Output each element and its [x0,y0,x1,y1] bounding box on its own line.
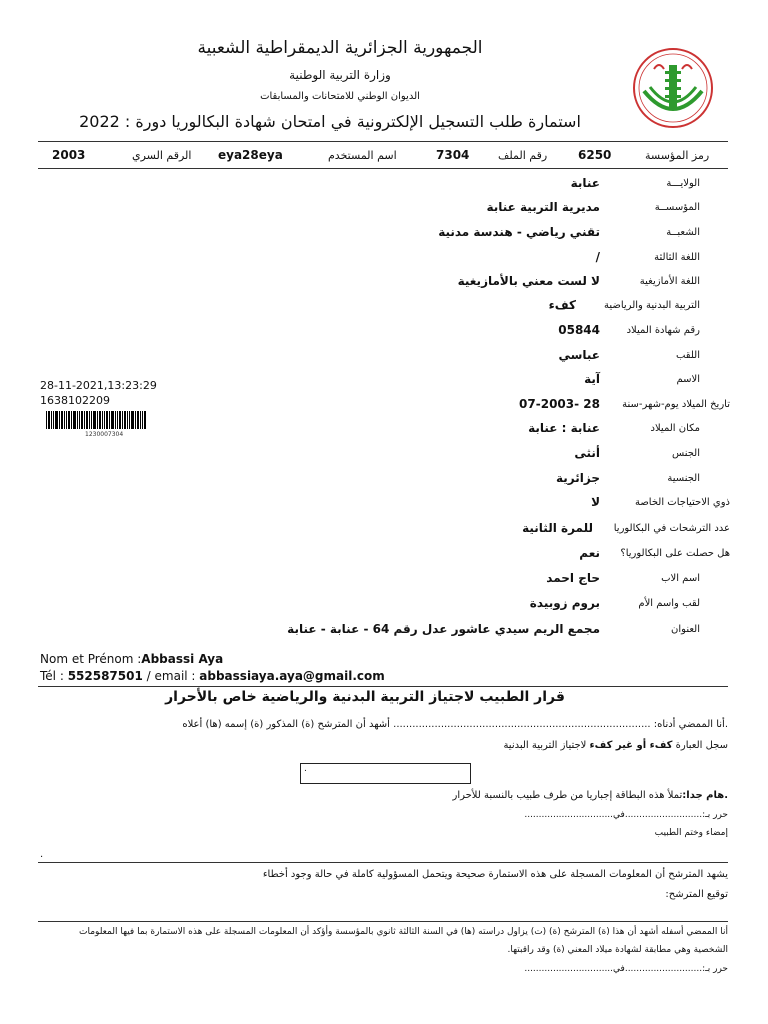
field-value-branch: تقني رياضي - هندسة مدنية [438,225,600,239]
field-label-father-name: اسم الاب [661,573,700,584]
note-bold: .هام جدا: [682,790,728,801]
ministry-title: وزارة التربية الوطنية [289,68,391,82]
institution-attestation-line1: أنا الممضي أسفله أشهد أن هذا (ة) المترشح (ة) (ت) يزاول دراسته (ها) في السنة الثالثة ثانوي بالمؤسسة وأؤكد أن المعلومات المسجلة على هذه الاستمارة بما فيها المعلومات [79,927,728,937]
field-value-gender: أنثى [574,446,600,460]
instruction-pre: سجل العبارة [672,740,728,751]
field-value-birth-certificate: 05844 [558,323,600,337]
divider [38,862,728,863]
field-value-first-name: آية [584,372,600,386]
field-value-special-needs: لا [591,495,600,509]
field-label-has-bac: هل حصلت على البكالوريا؟ [620,548,730,559]
dot-mark: . [40,849,44,860]
file-number-label: رقم الملف [498,149,548,162]
field-value-birth-date: 28 -07-2003 [519,397,600,411]
doctor-signature: إمضاء وختم الطبيب [654,828,728,838]
field-value-mother-name: بروم زوبيدة [529,596,600,610]
form-title: استمارة طلب التسجيل الإلكترونية في امتحان شهادة البكالوريا دورة : 2022 [79,112,581,131]
field-label-wilaya: الولايـــة [666,178,700,189]
field-value-third-language: / [595,250,600,264]
name-label: Nom et Prénom : [40,652,142,666]
field-label-mother-name: لقب واسم الأم [638,598,700,609]
field-value-attempts: للمرة الثانية [522,521,593,535]
field-label-birth-place: مكان الميلاد [650,423,700,434]
institution-code-value: 6250 [578,148,612,162]
field-label-nationality: الجنسية [667,473,700,484]
field-value-father-name: حاج احمد [546,571,600,585]
onec-logo-icon [632,47,714,129]
secret-number-value: 2003 [52,148,86,162]
office-title: الديوان الوطني للامتحانات والمسابقات [260,91,420,102]
field-label-first-name: الاسم [676,374,700,385]
secret-number-label: الرقم السري [132,149,192,162]
field-label-surname: اللقب [675,350,700,361]
username-value: eya28eya [218,148,283,162]
instruction-post: لاجتياز التربية البدنية [503,740,590,751]
field-value-wilaya: عنابة [570,176,600,190]
box-text: . [304,764,307,774]
instruction-bold: كفء أو غير كفء [589,740,673,751]
field-value-birth-place: عنابة : عنابة [528,421,600,435]
field-label-address: العنوان [671,624,700,635]
institution-written-at: حرر بـ:...........................في............................... [524,964,728,974]
candidate-declaration: يشهد المترشح أن المعلومات المسجلة على هذه الاستمارة صحيحة ويتحمل المسؤولية كاملة في حالة وجود أخطاء [262,869,728,880]
file-number-value: 7304 [436,148,470,162]
name-value: Abbassi Aya [141,652,224,666]
field-label-third-language: اللغة الثالثة [654,252,700,263]
email-value: abbassiaya.aya@gmail.com [199,669,385,683]
doctor-note [300,790,728,801]
field-value-address: مجمع الريم سيدي عاشور عدل رقم 64 - عنابة - عنابة [287,622,600,636]
republic-title: الجمهورية الجزائرية الديمقراطية الشعبية [197,38,483,58]
doctor-section-title: قرار الطبيب لاجتياز التربية البدنية والرياضية خاص بالأحرار [165,689,565,705]
barcode-number: 1230007304 [85,431,124,438]
field-label-amazigh: اللغة الأمازيغية [639,276,700,287]
field-value-physical-education: كفء [548,298,576,312]
tel-value: 552587501 [67,669,143,683]
field-value-institution: مديرية التربية عنابة [486,200,600,214]
institution-attestation-line2: الشخصية وهي مطابقة لشهادة ميلاد المعني (ة) وقد راقبتها. [507,945,728,955]
note-text: تملأ هذه البطاقة إجباريا من طرف طبيب بالنسبة للأحرار [452,790,683,801]
doctor-written-at: حرر بـ:...........................في............................... [524,810,728,820]
field-value-surname: عباسي [558,348,600,362]
contact-name [40,652,223,666]
field-label-birth-certificate: رقم شهادة الميلاد [626,325,700,336]
tel-label: Tél : [40,669,68,683]
candidate-signature: توقيع المترشح: [665,889,728,900]
doctor-instruction [300,740,728,751]
field-label-attempts: عدد الترشحات في البكالوريا [613,523,730,534]
divider [38,921,728,922]
divider [38,168,728,169]
field-label-institution: المؤسســة [654,202,700,213]
contact-phone-email [40,669,385,683]
email-label: / email : [142,669,200,683]
username-label: اسم المستخدم [328,149,397,162]
field-value-amazigh: لا لست معني بالأمازيغية [457,274,600,288]
field-label-physical-education: التربية البدنية والرياضية [603,300,700,311]
barcode-icon [46,411,146,429]
timestamp-datetime: 28-11-2021,13:23:29 [40,379,157,392]
field-label-special-needs: ذوي الاحتياجات الخاصة [634,497,730,508]
timestamp-epoch: 1638102209 [40,394,110,407]
field-label-branch: الشعبــة [666,227,700,238]
divider [38,686,728,687]
field-label-gender: الجنس [671,448,700,459]
field-label-birth-date: تاريخ الميلاد يوم-شهر-سنة [622,399,730,410]
doctor-statement: .أنا الممضي أدناه: ................................................................................. أشهد أن المترشح (ة) المذكور (ة) إسمه (ها) أعلاه [182,719,728,730]
divider [38,141,728,142]
fitness-input-box[interactable] [300,763,471,784]
field-value-has-bac: نعم [579,546,600,560]
institution-code-label: رمز المؤسسة [645,149,710,162]
field-value-nationality: جزائرية [556,471,600,485]
